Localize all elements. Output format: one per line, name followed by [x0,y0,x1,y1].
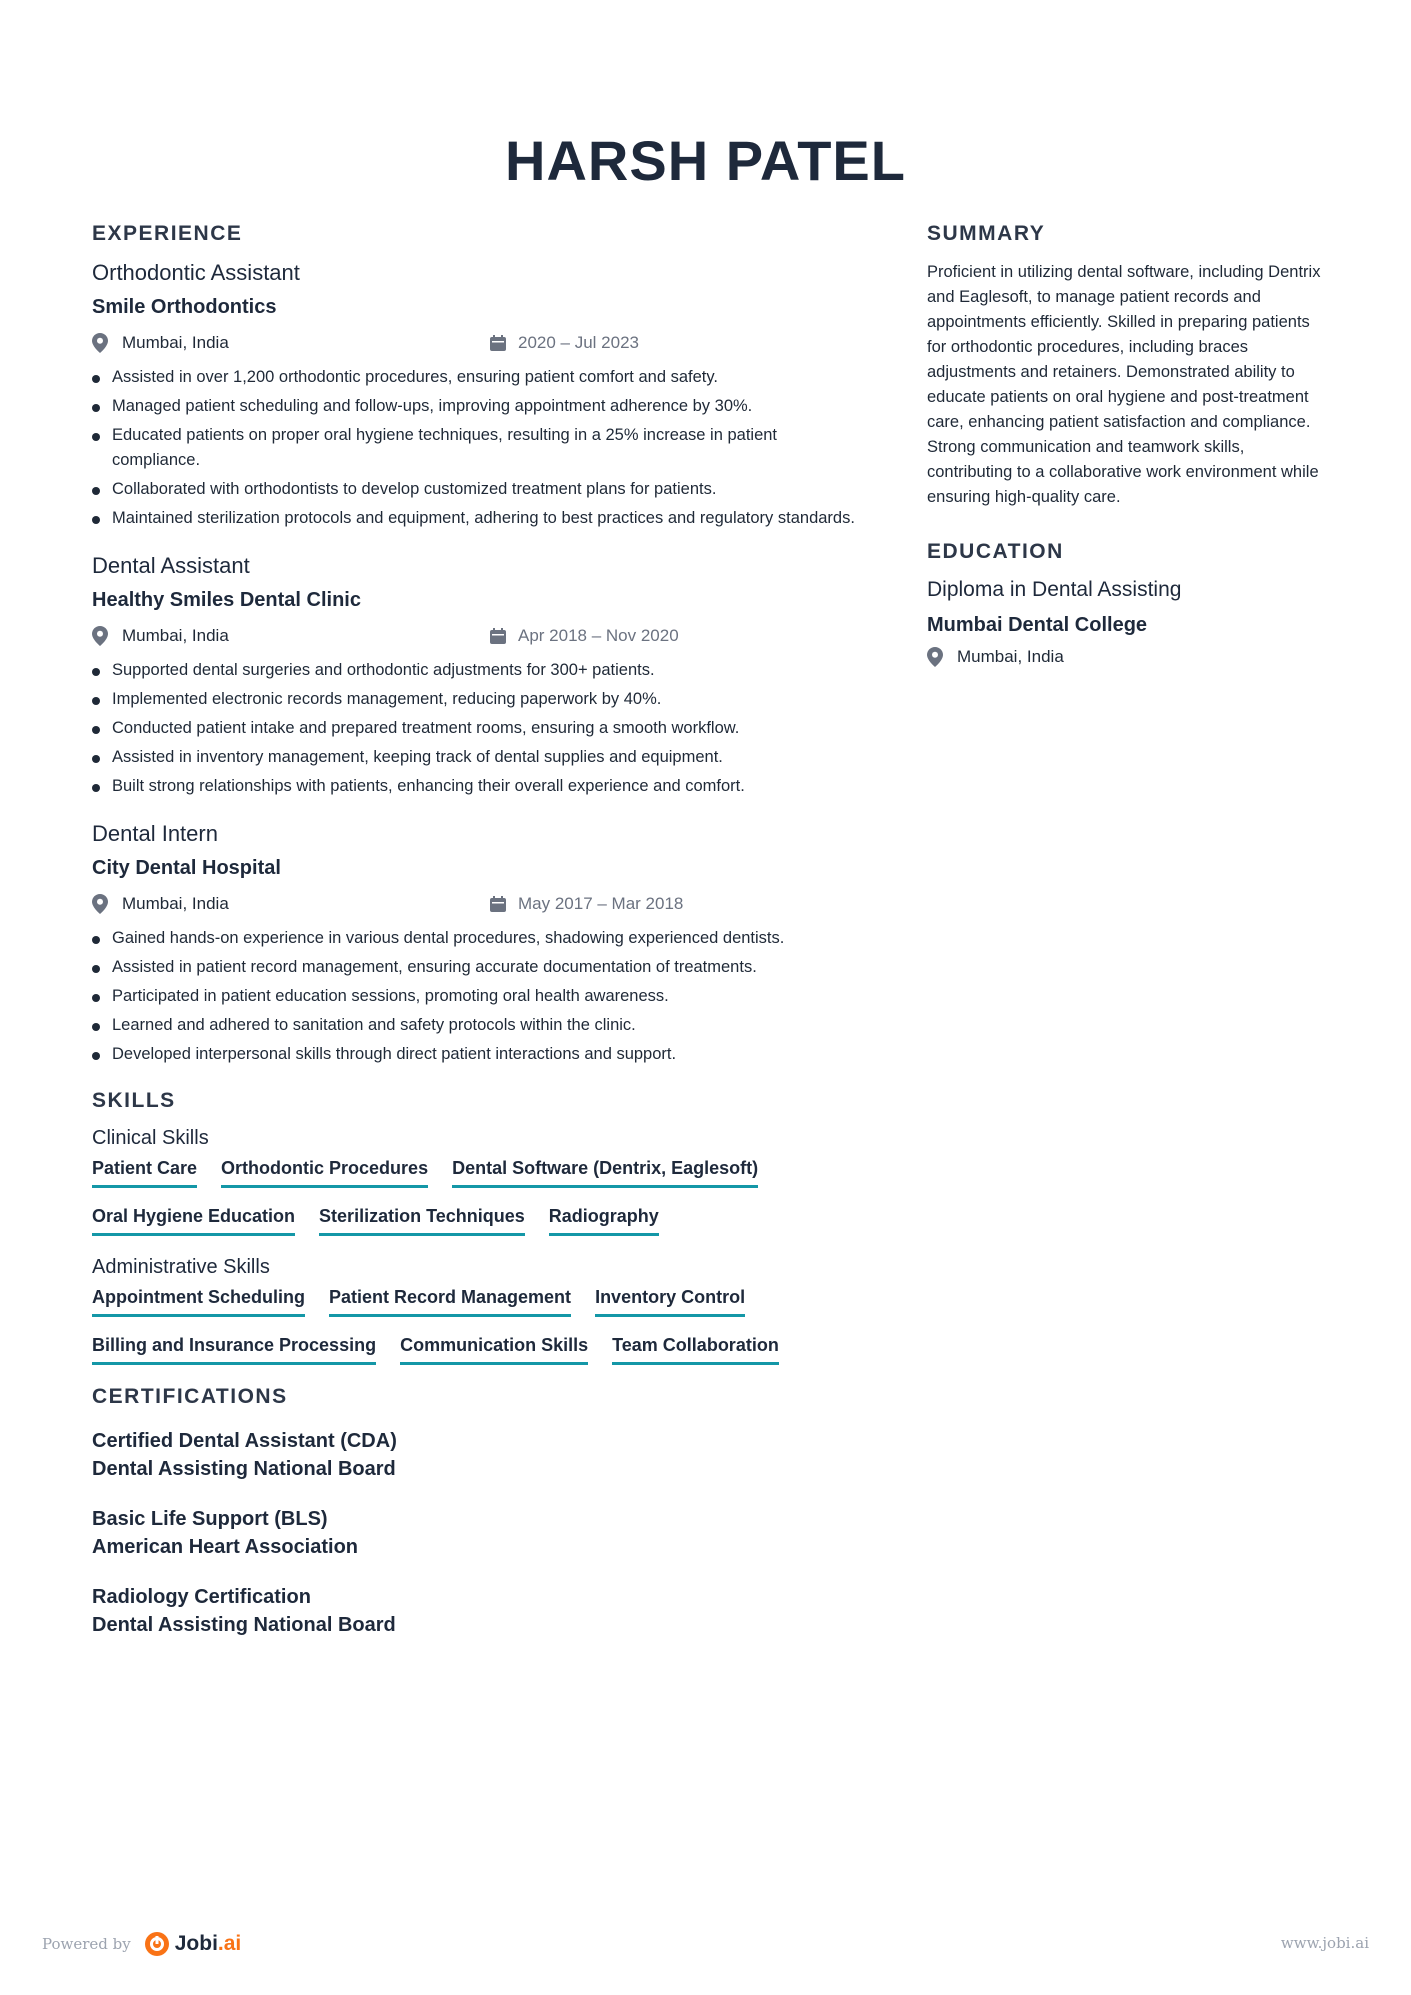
skill-chips [92,1158,812,1236]
job-meta [92,894,862,920]
job-title: Orthodontic Assistant [92,260,300,285]
skill-tag: Orthodontic Procedures [221,1158,428,1188]
education-school: Mumbai Dental College [927,614,1148,636]
skill-group-title: Administrative Skills [92,1256,270,1278]
location-pin-icon [92,333,108,353]
logo-suffix-text: .ai [217,1932,242,1955]
location-pin-icon [927,647,943,667]
education-degree: Diploma in Dental Assisting [927,578,1182,601]
skill-tag: Team Collaboration [612,1335,779,1365]
certification-item [92,1427,862,1483]
job-location [92,333,229,353]
job-meta [92,333,862,359]
bullet-item: Supported dental surgeries and orthodontic adjustments for 300+ patients. [92,658,862,683]
jobi-logo[interactable] [145,1932,242,1956]
calendar-icon [490,896,506,912]
job-entry [92,821,862,1067]
skill-tag: Dental Software (Dentrix, Eaglesoft) [452,1158,758,1188]
location-pin-icon [92,894,108,914]
job-company: Smile Orthodontics [92,296,277,318]
job-dates [490,894,683,914]
bullet-item: Implemented electronic records management, reducing paperwork by 40%. [92,687,862,712]
job-location [92,626,229,646]
experience-heading: EXPERIENCE [92,222,243,245]
certification-name: Certified Dental Assistant (CDA) [92,1430,397,1452]
job-company: Healthy Smiles Dental Clinic [92,589,361,611]
education-location [927,647,1327,667]
left-column [92,222,862,1661]
calendar-icon [490,335,506,351]
job-title: Dental Assistant [92,553,250,578]
job-title: Dental Intern [92,821,218,846]
certification-item [92,1583,862,1639]
bullet-item: Assisted in over 1,200 orthodontic procedures, ensuring patient comfort and safety. [92,365,862,390]
summary-text: Proficient in utilizing dental software, including Dentrix and Eaglesoft, to manage patient records and appointments efficiently. Skilled in preparing patients for orthodontic procedures, including braces adjustments and retainers. Demonstrated ability to educate patients on oral hygiene and post-treatment care, enhancing patient satisfaction and compliance. Strong communication and teamwork skills, contributing to a collaborative work environment while ensuring high-quality care. [927,263,1321,506]
job-entry [92,260,862,531]
skill-tag: Inventory Control [595,1287,745,1317]
skills-section [92,1089,862,1365]
education-heading: EDUCATION [927,540,1064,563]
certifications-heading: CERTIFICATIONS [92,1385,288,1408]
job-bullets [92,926,862,1067]
certifications-section [92,1385,862,1639]
skills-heading: SKILLS [92,1089,176,1112]
skill-tag: Patient Care [92,1158,197,1188]
bullet-item: Assisted in inventory management, keeping track of dental supplies and equipment. [92,745,862,770]
job-entry [92,553,862,799]
bullet-item: Managed patient scheduling and follow-ups, improving appointment adherence by 30%. [92,394,862,419]
location-pin-icon [92,626,108,646]
skill-groups [92,1127,862,1365]
education-section [927,540,1327,667]
website-link[interactable]: www.jobi.ai [1280,1934,1369,1952]
bullet-item: Educated patients on proper oral hygiene techniques, resulting in a 25% increase in patient compliance. [92,423,862,473]
skill-tag: Billing and Insurance Processing [92,1335,376,1365]
job-dates [490,626,679,646]
summary-heading: SUMMARY [927,222,1046,245]
job-dates-text: May 2017 – Mar 2018 [518,894,684,913]
job-dates [490,333,639,353]
skill-group [92,1127,862,1236]
jobi-logo-icon [145,1932,169,1956]
bullet-item: Learned and adhered to sanitation and safety protocols within the clinic. [92,1013,862,1038]
certification-item [92,1505,862,1561]
job-location-text: Mumbai, India [122,333,229,352]
bullet-item: Built strong relationships with patients, enhancing their overall experience and comfort. [92,774,862,799]
job-dates-text: 2020 – Jul 2023 [518,333,639,352]
powered-by-label: Powered by [42,1935,131,1953]
calendar-icon [490,628,506,644]
job-dates-text: Apr 2018 – Nov 2020 [518,626,679,645]
powered-by [42,1932,241,1956]
job-meta [92,626,862,652]
bullet-item: Maintained sterilization protocols and equipment, adhering to best practices and regulatory standards. [92,506,862,531]
certification-issuer: Dental Assisting National Board [92,1458,396,1480]
summary-section [927,222,1327,510]
skill-tag: Radiography [549,1206,659,1236]
bullet-item: Developed interpersonal skills through direct patient interactions and support. [92,1042,862,1067]
job-location-text: Mumbai, India [122,894,229,913]
certification-list [92,1427,862,1639]
certification-issuer: Dental Assisting National Board [92,1614,396,1636]
skill-tag: Patient Record Management [329,1287,571,1317]
job-bullets [92,365,862,531]
skill-chips [92,1287,812,1365]
job-list [92,260,862,1067]
experience-section [92,222,862,1067]
job-location-text: Mumbai, India [122,626,229,645]
skill-group-title: Clinical Skills [92,1127,209,1149]
certification-issuer: American Heart Association [92,1536,359,1558]
education-location-text: Mumbai, India [957,647,1064,666]
bullet-item: Conducted patient intake and prepared treatment rooms, ensuring a smooth workflow. [92,716,862,741]
bullet-item: Gained hands-on experience in various dental procedures, shadowing experienced dentists. [92,926,862,951]
skill-tag: Sterilization Techniques [319,1206,525,1236]
logo-main-text: Jobi [174,1932,218,1955]
skill-tag: Communication Skills [400,1335,588,1365]
skill-tag: Oral Hygiene Education [92,1206,295,1236]
skill-tag: Appointment Scheduling [92,1287,305,1317]
right-column [927,222,1327,667]
candidate-name: HARSH PATEL [505,129,906,192]
job-bullets [92,658,862,799]
certification-name: Basic Life Support (BLS) [92,1508,328,1530]
certification-name: Radiology Certification [92,1586,311,1608]
job-company: City Dental Hospital [92,857,281,879]
bullet-item: Collaborated with orthodontists to develop customized treatment plans for patients. [92,477,862,502]
bullet-item: Participated in patient education sessions, promoting oral health awareness. [92,984,862,1009]
job-location [92,894,229,914]
skill-group [92,1256,862,1365]
bullet-item: Assisted in patient record management, ensuring accurate documentation of treatments. [92,955,862,980]
